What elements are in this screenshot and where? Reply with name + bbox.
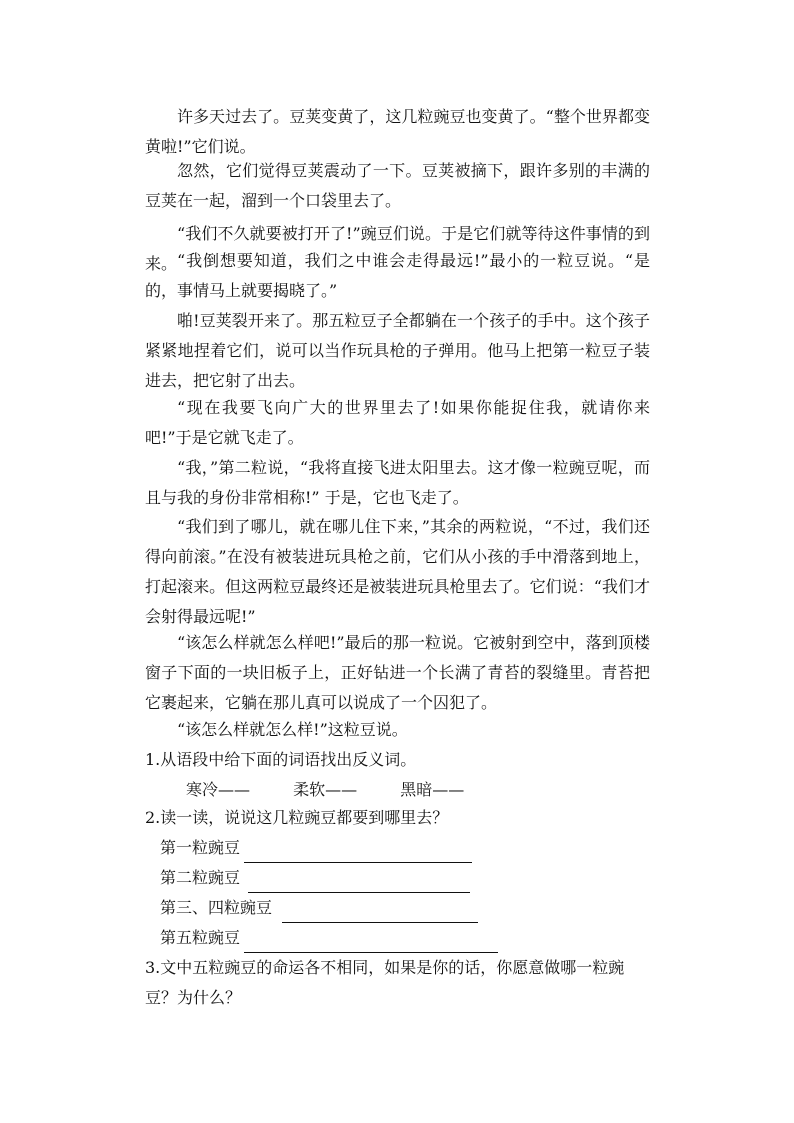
answer-row-4 xyxy=(160,923,498,953)
antonym-word-3: 黑暗—— xyxy=(400,780,465,799)
question-1: 1.从语段中给下面的词语找出反义词。 xyxy=(145,750,417,769)
passage-paragraph-1: 许多天过去了。豆荚变黄了，这几粒豌豆也变黄了。“整个世界都变黄啦!”它们说。 xyxy=(145,107,650,156)
answer-blank-1[interactable] xyxy=(244,844,472,863)
passage-paragraph-8: “我们到了哪儿，就在哪儿住下来，”其余的两粒说，“不过，我们还得向前滚。”在没有被装进玩具枪之前，它们从小孩的手中滑落到地上，打起滚来。但这两粒豆最终还是被装进玩具枪里去了。它们说：“我们才会射得最远呢!” xyxy=(145,517,650,626)
answer-blank-2[interactable] xyxy=(248,874,470,893)
answer-label-4: 第五粒豌豆 xyxy=(160,928,241,947)
passage-paragraph-10: “该怎么样就怎么样!”这粒豆说。 xyxy=(177,720,408,739)
passage-paragraph-9: “该怎么样就怎么样吧!”最后的那一粒说。它被射到空中，落到顶楼窗子下面的一块旧板子上，正好钻进一个长满了青苔的裂缝里。青苔把它裹起来，它躺在那儿真可以说成了一个囚犯了。 xyxy=(145,633,650,712)
passage-paragraph-7: “我，”第二粒说，“我将直接飞进太阳里去。这才像一粒豌豆呢，而且与我的身份非常相称!” 于是，它也飞走了。 xyxy=(145,458,650,507)
answer-blank-4[interactable] xyxy=(244,934,498,953)
answer-row-1 xyxy=(160,833,472,863)
passage-paragraph-2: 忽然，它们觉得豆荚震动了一下。豆荚被摘下，跟许多别的丰满的豆荚在一起，溜到一个口袋里去了。 xyxy=(145,161,650,210)
answer-row-2 xyxy=(160,863,470,893)
antonym-word-1: 寒冷—— xyxy=(186,780,251,799)
passage-paragraph-3: “我们不久就要被打开了!”豌豆们说。于是它们就等待这件事情的到来。 xyxy=(145,224,650,273)
antonym-word-list xyxy=(186,775,502,805)
question-2: 2.读一读，说说这几粒豌豆都要到哪里去？ xyxy=(145,808,449,827)
answer-label-2: 第二粒豌豆 xyxy=(160,868,241,887)
passage-paragraph-5: 啪!豆荚裂开来了。那五粒豆子全都躺在一个孩子的手中。这个孩子紧紧地捏着它们，说可以当作玩具枪的子弹用。他马上把第一粒豆子装进去，把它射了出去。 xyxy=(145,311,650,390)
antonym-word-2: 柔软—— xyxy=(293,780,358,799)
passage-paragraph-6: “现在我要飞向广大的世界里去了!如果你能捉住我，就请你来吧!”于是它就飞走了。 xyxy=(145,398,650,447)
answer-label-1: 第一粒豌豆 xyxy=(160,838,241,857)
question-3: 3.文中五粒豌豆的命运各不相同，如果是你的话，你愿意做哪一粒豌豆？为什么？ xyxy=(145,958,625,1007)
answer-label-3: 第三、四粒豌豆 xyxy=(160,898,273,917)
answer-row-3 xyxy=(160,893,478,923)
passage-paragraph-4: “我倒想要知道，我们之中谁会走得最远!”最小的一粒豆说。“是的，事情马上就要揭晓了。” xyxy=(145,251,650,300)
answer-blank-3[interactable] xyxy=(282,904,478,923)
